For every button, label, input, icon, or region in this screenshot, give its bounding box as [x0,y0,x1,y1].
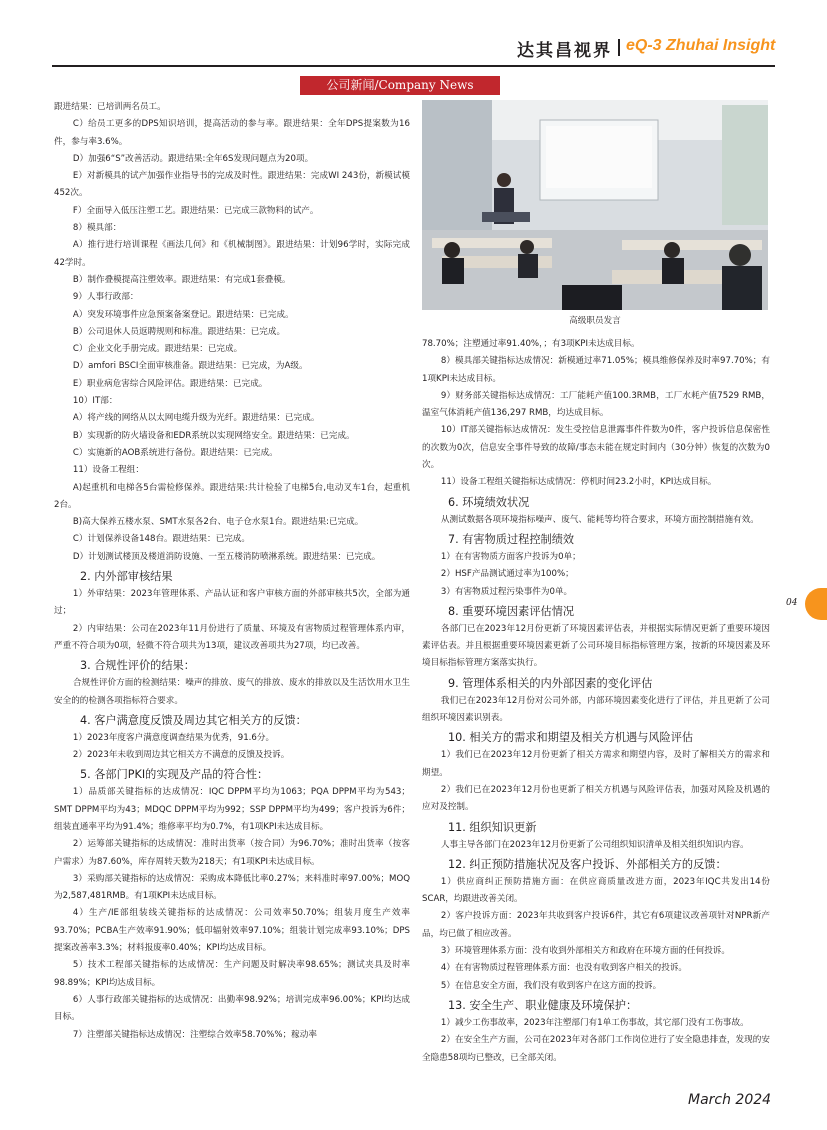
magazine-title-en: eQ-3 Zhuhai Insight [626,37,776,54]
paragraph: 8）模具部： [72,223,122,234]
paragraph: 11）设备工程组关键指标达成情况：停机时间23.2小时，KPI达成目标。 [440,477,717,488]
paragraph: 1）我们已在2023年12月份更新了相关方需求和期望内容，及时了解相关方的需求和期望。 [422,750,770,778]
paragraph: F）全面导入低压注塑工艺。跟进结果：已完成三款物料的试产。 [72,205,319,216]
paragraph: 各部门已在2023年12月份更新了环境因素评估表，并根据实际情况更新了重要环境因素评估表。并且根据重要环境因素更新了公司环境目标指标管理方案，按新的环境因素及环境目标指标管理方案落实执行。 [422,623,770,669]
paragraph: C）计划保养设备148台。跟进结果：已完成。 [72,534,250,545]
paragraph: 跟进结果：已培训两名员工。 [54,102,166,112]
paragraph: 6）人事行政部关键指标的达成情况：出勤率98.92%；培训完成率96.00%；KPI均达成目标。 [54,994,410,1023]
section-heading: 11. 组织知识更新 [448,820,537,834]
paragraph: 11）设备工程组： [72,465,144,476]
paragraph: E）对新模具的试产加强作业指导书的完成及时性。跟进结果：完成WI 243份，新模试模452次。 [54,171,410,199]
paragraph: 2）HSF产品测试通过率为100%； [440,569,574,580]
paragraph: 2）客户投诉方面：2023年共收到客户投诉6件，其它有6项建议改善项针对NPR新产品，均已做了相应改善。 [422,911,770,939]
header-separator [618,39,620,56]
section-heading: 10. 相关方的需求和期望及相关方机遇与风险评估 [448,731,694,745]
paragraph: 78.70%；注塑通过率91.40%，；有3项KPI未达成目标。 [422,339,640,349]
paragraph: 5）技术工程部关键指标的达成情况：生产问题及时解决率98.65%；测试夹具及时率98.89%；KPI均达成目标。 [54,960,410,988]
section-banner: 公司新闻/Company News [300,76,500,95]
paragraph: 4）在有害物质过程管理体系方面：也没有收到客户相关的投诉。 [440,963,688,974]
paragraph: B）制作叠模提高注塑效率。跟进结果：有完成1套叠模。 [72,274,291,285]
section-heading: 6. 环境绩效状况 [448,495,530,509]
page-header [0,36,827,66]
section-heading: 2. 内外部审核结果 [80,570,173,584]
section-heading: 7. 有害物质过程控制绩效 [448,532,575,546]
meeting-photo [422,100,768,310]
paragraph: 2）我们已在2023年12月份也更新了相关方机遇与风险评估表，加强对风险及机遇的应对及控制。 [422,784,770,813]
paragraph: 合规性评价方面的检测结果：噪声的排放、废气的排放、废水的排放以及生活饮用水卫生安全的的检测各项指标符合要求。 [54,678,410,706]
left-column [54,99,410,1044]
section-heading: 5. 各部门PKI的实现及产品的符合性： [80,768,269,782]
page-number: 04 [786,598,798,608]
section-heading: 8. 重要环境因素评估情况 [448,604,575,618]
paragraph: 9）人事行政部： [72,292,139,303]
paragraph: 1）减少工伤事故率，2023年注塑部门有1单工伤事故，其它部门没有工伤事故。 [440,1017,749,1028]
paragraph: 2）运筹部关键指标的达成情况：准时出货率（按合同）为96.70%；准时出货率（按客户需求）为87.60%，库存周转天数为218天；有1项KPI未达成目标。 [54,839,410,867]
paragraph: 1）品质部关键指标的达成情况：IQC DPPM平均为1063；PQA DPPM平均为543；SMT DPPM平均为43；MDQC DPPM平均为992；SSP DPPM平均为499；客户投诉为6件；组装直通率平均为91.4%；维修率平均为0.7%，有1项KPI未达成目标。 [54,787,410,832]
paragraph: B)高大保养五楼水泵、SMT水泵各2台、电子仓水泵1台。跟进结果:已完成。 [72,517,364,528]
paragraph: A）推行进行培训课程《画法几何》和《机械制图》。跟进结果：计划96学时，实际完成42学时。 [54,240,410,268]
paragraph: A）将产线的网络从以太网电缆升级为光纤。跟进结果：已完成。 [72,413,320,424]
paragraph: A）突发环境事件应急预案备案登记。跟进结果：已完成。 [72,309,294,320]
paragraph: 10）IT部关键指标达成情况：发生受控信息泄露事件件数为0件，客户投诉信息保密性的次数为0次，信息安全事件导致的故障/事态未能在规定时间内（30分钟）恢复的次数为0次。 [422,425,770,471]
paragraph: D）amfori BSCI全面审核准备。跟进结果：已完成，为A级。 [72,361,308,372]
paragraph: B）实现新的防火墙设备和EDR系统以实现网络安全。跟进结果：已完成。 [72,430,355,441]
page-tab [805,588,827,620]
paragraph: 1）外审结果：2023年管理体系、产品认证和客户审核方面的外部审核共5次，全部为通过； [54,589,410,617]
paragraph: 5）在信息安全方面，我们没有收到客户在这方面的投诉。 [440,980,662,991]
paragraph: E）职业病危害综合风险评估。跟进结果：已完成。 [72,378,268,389]
paragraph: C）给员工更多的DPS知识培训，提高活动的参与率。跟进结果：全年DPS提案数为16件，参与率3.6%。 [54,119,410,147]
paragraph: 7）注塑部关键指标达成情况：注塑综合效率58.70%%；稼动率 [72,1029,317,1040]
section-heading: 12. 纠正预防措施状况及客户投诉、外部相关方的反馈： [448,857,727,871]
section-heading: 3. 合规性评价的结果： [80,659,195,673]
issue-date: March 2024 [688,1092,772,1108]
paragraph: C）企业文化手册完成。跟进结果：已完成。 [72,344,243,355]
header-rule [52,65,775,67]
paragraph: A)起重机和电梯各5台需检修保养。跟进结果:共计检验了电梯5台,电动叉车1台，起重机2台。 [54,482,410,510]
paragraph: 1）供应商纠正预防措施方面：在供应商质量改进方面，2023年IQC共发出14份SCAR，均跟进改善关闭。 [422,876,770,905]
paragraph: 我们已在2023年12月份对公司外部，内部环境因素变化进行了评估，并且更新了公司组织环境因素识别表。 [422,695,770,724]
paragraph: 9）财务部关键指标达成情况：工厂能耗产值100.3RMB，工厂水耗产值7529 RMB，温室气体消耗产值136,297 RMB，均达成目标。 [422,390,770,419]
photo-caption: 高级职员发言 [569,316,621,326]
paragraph: B）公司退休人员返聘规则和标准。跟进结果：已完成。 [72,326,286,337]
paragraph: D）计划测试楼顶及楼道消防设施、一至五楼消防喷淋系统。跟进结果：已完成。 [72,551,381,562]
paragraph: 2）在安全生产方面，公司在2023年对各部门工作岗位进行了安全隐患排查，发现的安全隐患58项均已整改，已全部关闭。 [422,1035,770,1063]
paragraph: D）加强6“S”改善活动。跟进结果:全年6S发现问题点为20项。 [72,153,314,164]
section-heading: 9. 管理体系相关的内外部因素的变化评估 [448,676,653,690]
paragraph: 3）环境管理体系方面：没有收到外部相关方和政府在环境方面的任何投诉。 [440,946,730,957]
right-column [422,336,770,1067]
paragraph: 2）2023年未收到周边其它相关方不满意的反馈及投诉。 [72,750,290,761]
paragraph: 人事主导各部门在2023年12月份更新了公司组织知识清单及相关组织知识内容。 [440,839,749,850]
paragraph: 从测试数据各项环境指标噪声、废气、能耗等均符合要求，环境方面控制措施有效。 [440,514,759,525]
paragraph: C）实施新的AOB系统进行备份。跟进结果：已完成。 [72,447,278,458]
paragraph: 3）有害物质过程污染事件为0单。 [440,586,573,597]
paragraph: 8）模具部关键指标达成情况：新模通过率71.05%；模具维修保养及时率97.70%；有1项KPI未达成目标。 [422,356,770,384]
paragraph: 10）IT部： [72,396,118,407]
meeting-photo-illustration [422,100,768,310]
paragraph: 1）在有害物质方面客户投诉为0单； [440,551,581,562]
section-heading: 4. 客户满意度反馈及周边其它相关方的反馈： [80,713,307,727]
paragraph: 2）内审结果：公司在2023年11月份进行了质量、环境及有害物质过程管理体系内审，严重不符合项为0项，轻微不符合项共为13项，建议改善项共为27项，均已改善。 [54,623,410,651]
paragraph: 1）2023年度客户满意度调查结果为优秀，91.6分。 [72,732,275,743]
paragraph: 3）采购部关键指标的达成情况：采购成本降低比率0.27%；来料准时率97.00%；MOQ为2,587,481RMB。有1项KPI未达成目标。 [54,873,410,902]
magazine-title-cn: 达其昌视界 [517,41,612,61]
section-heading: 13. 安全生产、职业健康及环境保护： [448,998,638,1012]
paragraph: 4）生产/IE部组装线关键指标的达成情况：公司效率50.70%；组装月度生产效率93.70%；PCBA生产效率91.90%；低印辐射效率97.10%；组装计划完成率93.10%；DPS提案改善率3.3%；材料报废率0.40%；KPI均达成目标。 [54,908,410,954]
